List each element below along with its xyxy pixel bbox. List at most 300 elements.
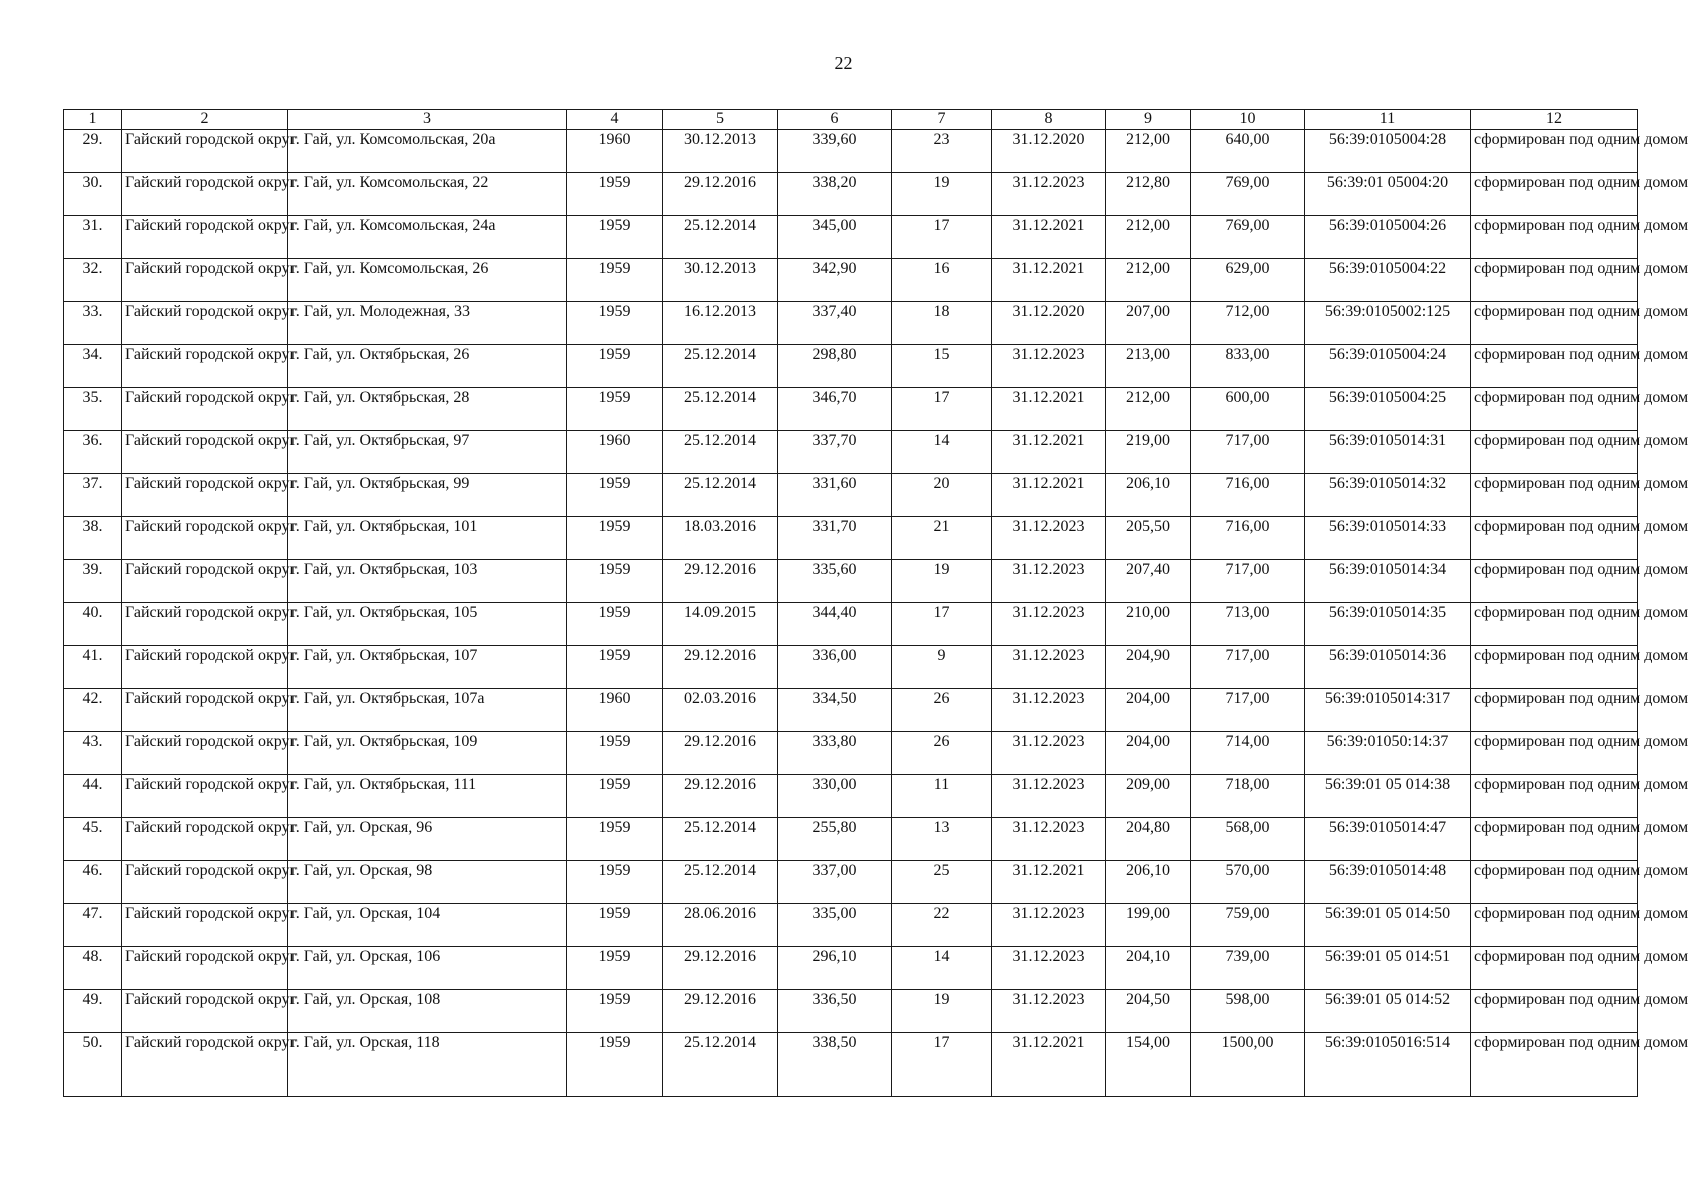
address-cell: г. Гай, ул. Октябрьская, 101 [288, 517, 567, 560]
land-status-cell: сформирован под одним домом [1471, 474, 1638, 517]
row-number: 38. [64, 517, 122, 560]
row-number: 31. [64, 216, 122, 259]
value-col9-cell: 207,00 [1106, 302, 1191, 345]
count-cell: 17 [892, 216, 992, 259]
count-cell: 25 [892, 861, 992, 904]
date-cell: 18.03.2016 [663, 517, 778, 560]
value-col10-cell: 769,00 [1191, 216, 1305, 259]
address-cell: г. Гай, ул. Октябрьская, 105 [288, 603, 567, 646]
build-year-cell: 1959 [567, 216, 663, 259]
value-col10-cell: 717,00 [1191, 431, 1305, 474]
date-cell: 29.12.2016 [663, 990, 778, 1033]
deadline-date-cell: 31.12.2023 [992, 818, 1106, 861]
value-col9-cell: 212,00 [1106, 130, 1191, 173]
cadastral-number-cell: 56:39:0105014:317 [1305, 689, 1471, 732]
value-col10-cell: 717,00 [1191, 689, 1305, 732]
count-cell: 17 [892, 388, 992, 431]
cadastral-number-cell: 56:39:01050:14:37 [1305, 732, 1471, 775]
build-year-cell: 1959 [567, 173, 663, 216]
value-col10-cell: 598,00 [1191, 990, 1305, 1033]
build-year-cell: 1959 [567, 603, 663, 646]
column-header-12: 12 [1471, 110, 1638, 130]
value-col9-cell: 212,00 [1106, 388, 1191, 431]
count-cell: 14 [892, 947, 992, 990]
table-row [64, 689, 1638, 732]
build-year-cell: 1959 [567, 560, 663, 603]
value-col10-cell: 712,00 [1191, 302, 1305, 345]
count-cell: 19 [892, 173, 992, 216]
table-header [64, 110, 1638, 130]
deadline-date-cell: 31.12.2023 [992, 603, 1106, 646]
row-number: 33. [64, 302, 122, 345]
cadastral-number-cell: 56:39:01 05 014:51 [1305, 947, 1471, 990]
build-year-cell: 1959 [567, 345, 663, 388]
header-row [64, 110, 1638, 130]
area-cell: 344,40 [778, 603, 892, 646]
address-cell: г. Гай, ул. Комсомольская, 20а [288, 130, 567, 173]
count-cell: 21 [892, 517, 992, 560]
count-cell: 19 [892, 990, 992, 1033]
municipality-cell: Гайский городской округ [122, 775, 288, 818]
cadastral-number-cell: 56:39:0105014:48 [1305, 861, 1471, 904]
deadline-date-cell: 31.12.2023 [992, 173, 1106, 216]
value-col9-cell: 204,00 [1106, 689, 1191, 732]
date-cell: 29.12.2016 [663, 646, 778, 689]
value-col9-cell: 207,40 [1106, 560, 1191, 603]
date-cell: 25.12.2014 [663, 474, 778, 517]
value-col10-cell: 717,00 [1191, 560, 1305, 603]
land-status-cell: сформирован под одним домом [1471, 259, 1638, 302]
table-row [64, 904, 1638, 947]
address-cell: г. Гай, ул. Октябрьская, 28 [288, 388, 567, 431]
value-col9-cell: 206,10 [1106, 474, 1191, 517]
cadastral-number-cell: 56:39:0105004:24 [1305, 345, 1471, 388]
row-number: 50. [64, 1033, 122, 1097]
municipality-cell: Гайский городской округ [122, 990, 288, 1033]
build-year-cell: 1959 [567, 388, 663, 431]
municipality-cell: Гайский городской округ [122, 345, 288, 388]
value-col10-cell: 640,00 [1191, 130, 1305, 173]
cadastral-number-cell: 56:39:0105004:26 [1305, 216, 1471, 259]
address-cell: г. Гай, ул. Октябрьская, 99 [288, 474, 567, 517]
date-cell: 25.12.2014 [663, 818, 778, 861]
address-cell: г. Гай, ул. Октябрьская, 97 [288, 431, 567, 474]
count-cell: 26 [892, 732, 992, 775]
build-year-cell: 1959 [567, 990, 663, 1033]
date-cell: 25.12.2014 [663, 388, 778, 431]
land-status-cell: сформирован под одним домом [1471, 388, 1638, 431]
count-cell: 23 [892, 130, 992, 173]
date-cell: 25.12.2014 [663, 216, 778, 259]
table-row [64, 388, 1638, 431]
land-status-cell: сформирован под одним домом [1471, 431, 1638, 474]
table-row [64, 517, 1638, 560]
municipality-cell: Гайский городской округ [122, 603, 288, 646]
value-col9-cell: 212,00 [1106, 259, 1191, 302]
deadline-date-cell: 31.12.2023 [992, 775, 1106, 818]
municipality-cell: Гайский городской округ [122, 861, 288, 904]
municipality-cell: Гайский городской округ [122, 947, 288, 990]
deadline-date-cell: 31.12.2021 [992, 431, 1106, 474]
row-number: 39. [64, 560, 122, 603]
municipality-cell: Гайский городской округ [122, 474, 288, 517]
address-cell: г. Гай, ул. Молодежная, 33 [288, 302, 567, 345]
land-status-cell: сформирован под одним домом [1471, 130, 1638, 173]
table-row [64, 990, 1638, 1033]
deadline-date-cell: 31.12.2021 [992, 388, 1106, 431]
value-col10-cell: 570,00 [1191, 861, 1305, 904]
column-header-1: 1 [64, 110, 122, 130]
value-col9-cell: 206,10 [1106, 861, 1191, 904]
cadastral-number-cell: 56:39:0105004:28 [1305, 130, 1471, 173]
cadastral-number-cell: 56:39:0105014:31 [1305, 431, 1471, 474]
value-col10-cell: 629,00 [1191, 259, 1305, 302]
municipality-cell: Гайский городской округ [122, 388, 288, 431]
deadline-date-cell: 31.12.2023 [992, 732, 1106, 775]
value-col9-cell: 212,80 [1106, 173, 1191, 216]
build-year-cell: 1959 [567, 1033, 663, 1097]
address-cell: г. Гай, ул. Октябрьская, 103 [288, 560, 567, 603]
value-col10-cell: 718,00 [1191, 775, 1305, 818]
land-status-cell: сформирован под одним домом [1471, 775, 1638, 818]
deadline-date-cell: 31.12.2023 [992, 947, 1106, 990]
land-status-cell: сформирован под одним домом [1471, 1033, 1638, 1097]
page-number: 22 [834, 53, 853, 73]
cadastral-number-cell: 56:39:0105014:33 [1305, 517, 1471, 560]
municipality-cell: Гайский городской округ [122, 431, 288, 474]
address-cell: г. Гай, ул. Орская, 98 [288, 861, 567, 904]
deadline-date-cell: 31.12.2021 [992, 1033, 1106, 1097]
area-cell: 338,50 [778, 1033, 892, 1097]
date-cell: 14.09.2015 [663, 603, 778, 646]
column-header-3: 3 [288, 110, 567, 130]
cadastral-number-cell: 56:39:01 05 014:50 [1305, 904, 1471, 947]
table-row [64, 130, 1638, 173]
municipality-cell: Гайский городской округ [122, 646, 288, 689]
build-year-cell: 1959 [567, 904, 663, 947]
row-number: 41. [64, 646, 122, 689]
value-col10-cell: 600,00 [1191, 388, 1305, 431]
address-cell: г. Гай, ул. Октябрьская, 107а [288, 689, 567, 732]
count-cell: 20 [892, 474, 992, 517]
table-row [64, 560, 1638, 603]
cadastral-number-cell: 56:39:01 05 014:38 [1305, 775, 1471, 818]
area-cell: 339,60 [778, 130, 892, 173]
build-year-cell: 1959 [567, 474, 663, 517]
row-number: 42. [64, 689, 122, 732]
area-cell: 336,00 [778, 646, 892, 689]
area-cell: 331,60 [778, 474, 892, 517]
cadastral-number-cell: 56:39:01 05 014:52 [1305, 990, 1471, 1033]
row-number: 36. [64, 431, 122, 474]
address-cell: г. Гай, ул. Комсомольская, 26 [288, 259, 567, 302]
land-status-cell: сформирован под одним домом [1471, 646, 1638, 689]
value-col9-cell: 204,90 [1106, 646, 1191, 689]
count-cell: 26 [892, 689, 992, 732]
value-col10-cell: 716,00 [1191, 474, 1305, 517]
value-col10-cell: 716,00 [1191, 517, 1305, 560]
table-row [64, 431, 1638, 474]
municipality-cell: Гайский городской округ [122, 173, 288, 216]
date-cell: 29.12.2016 [663, 775, 778, 818]
address-cell: г. Гай, ул. Орская, 108 [288, 990, 567, 1033]
address-cell: г. Гай, ул. Орская, 104 [288, 904, 567, 947]
row-number: 30. [64, 173, 122, 216]
cadastral-number-cell: 56:39:0105004:22 [1305, 259, 1471, 302]
value-col9-cell: 210,00 [1106, 603, 1191, 646]
deadline-date-cell: 31.12.2023 [992, 560, 1106, 603]
value-col10-cell: 1500,00 [1191, 1033, 1305, 1097]
area-cell: 255,80 [778, 818, 892, 861]
row-number: 46. [64, 861, 122, 904]
area-cell: 337,40 [778, 302, 892, 345]
date-cell: 25.12.2014 [663, 1033, 778, 1097]
table-row [64, 775, 1638, 818]
table-row [64, 732, 1638, 775]
municipality-cell: Гайский городской округ [122, 732, 288, 775]
count-cell: 17 [892, 1033, 992, 1097]
land-status-cell: сформирован под одним домом [1471, 861, 1638, 904]
cadastral-number-cell: 56:39:0105014:47 [1305, 818, 1471, 861]
value-col9-cell: 199,00 [1106, 904, 1191, 947]
land-status-cell: сформирован под одним домом [1471, 689, 1638, 732]
column-header-7: 7 [892, 110, 992, 130]
area-cell: 338,20 [778, 173, 892, 216]
deadline-date-cell: 31.12.2023 [992, 517, 1106, 560]
row-number: 37. [64, 474, 122, 517]
count-cell: 15 [892, 345, 992, 388]
value-col9-cell: 213,00 [1106, 345, 1191, 388]
cadastral-number-cell: 56:39:0105002:125 [1305, 302, 1471, 345]
value-col10-cell: 833,00 [1191, 345, 1305, 388]
area-cell: 335,00 [778, 904, 892, 947]
municipality-cell: Гайский городской округ [122, 517, 288, 560]
date-cell: 29.12.2016 [663, 173, 778, 216]
municipality-cell: Гайский городской округ [122, 259, 288, 302]
value-col10-cell: 759,00 [1191, 904, 1305, 947]
deadline-date-cell: 31.12.2023 [992, 646, 1106, 689]
column-header-4: 4 [567, 110, 663, 130]
municipality-cell: Гайский городской округ [122, 689, 288, 732]
build-year-cell: 1959 [567, 818, 663, 861]
count-cell: 11 [892, 775, 992, 818]
table-row [64, 818, 1638, 861]
count-cell: 17 [892, 603, 992, 646]
area-cell: 333,80 [778, 732, 892, 775]
table-row [64, 345, 1638, 388]
date-cell: 30.12.2013 [663, 259, 778, 302]
land-status-cell: сформирован под одним домом [1471, 947, 1638, 990]
value-col9-cell: 204,00 [1106, 732, 1191, 775]
cadastral-number-cell: 56:39:01 05004:20 [1305, 173, 1471, 216]
area-cell: 330,00 [778, 775, 892, 818]
value-col10-cell: 713,00 [1191, 603, 1305, 646]
land-status-cell: сформирован под одним домом [1471, 216, 1638, 259]
municipality-cell: Гайский городской округ [122, 818, 288, 861]
column-header-5: 5 [663, 110, 778, 130]
date-cell: 25.12.2014 [663, 861, 778, 904]
count-cell: 16 [892, 259, 992, 302]
build-year-cell: 1960 [567, 689, 663, 732]
deadline-date-cell: 31.12.2020 [992, 130, 1106, 173]
area-cell: 296,10 [778, 947, 892, 990]
land-status-cell: сформирован под одним домом [1471, 603, 1638, 646]
address-cell: г. Гай, ул. Октябрьская, 111 [288, 775, 567, 818]
row-number: 34. [64, 345, 122, 388]
value-col9-cell: 204,80 [1106, 818, 1191, 861]
land-status-cell: сформирован под одним домом [1471, 517, 1638, 560]
value-col9-cell: 209,00 [1106, 775, 1191, 818]
count-cell: 9 [892, 646, 992, 689]
value-col9-cell: 212,00 [1106, 216, 1191, 259]
cadastral-number-cell: 56:39:0105014:36 [1305, 646, 1471, 689]
row-number: 43. [64, 732, 122, 775]
count-cell: 22 [892, 904, 992, 947]
column-header-10: 10 [1191, 110, 1305, 130]
column-header-11: 11 [1305, 110, 1471, 130]
build-year-cell: 1959 [567, 259, 663, 302]
build-year-cell: 1959 [567, 732, 663, 775]
cadastral-number-cell: 56:39:0105014:35 [1305, 603, 1471, 646]
address-cell: г. Гай, ул. Октябрьская, 107 [288, 646, 567, 689]
municipality-cell: Гайский городской округ [122, 904, 288, 947]
land-status-cell: сформирован под одним домом [1471, 302, 1638, 345]
area-cell: 337,70 [778, 431, 892, 474]
area-cell: 345,00 [778, 216, 892, 259]
count-cell: 14 [892, 431, 992, 474]
table-row [64, 646, 1638, 689]
table-row [64, 216, 1638, 259]
table-row [64, 173, 1638, 216]
area-cell: 331,70 [778, 517, 892, 560]
address-cell: г. Гай, ул. Октябрьская, 109 [288, 732, 567, 775]
address-cell: г. Гай, ул. Комсомольская, 22 [288, 173, 567, 216]
housing-registry-table [63, 109, 1688, 1097]
value-col10-cell: 714,00 [1191, 732, 1305, 775]
table-row [64, 259, 1638, 302]
cadastral-number-cell: 56:39:0105014:32 [1305, 474, 1471, 517]
deadline-date-cell: 31.12.2021 [992, 259, 1106, 302]
table-row [64, 603, 1638, 646]
date-cell: 29.12.2016 [663, 732, 778, 775]
value-col9-cell: 219,00 [1106, 431, 1191, 474]
deadline-date-cell: 31.12.2020 [992, 302, 1106, 345]
deadline-date-cell: 31.12.2023 [992, 689, 1106, 732]
row-number: 47. [64, 904, 122, 947]
value-col10-cell: 739,00 [1191, 947, 1305, 990]
cadastral-number-cell: 56:39:0105014:34 [1305, 560, 1471, 603]
area-cell: 346,70 [778, 388, 892, 431]
land-status-cell: сформирован под одним домом [1471, 818, 1638, 861]
row-number: 29. [64, 130, 122, 173]
row-number: 44. [64, 775, 122, 818]
date-cell: 29.12.2016 [663, 560, 778, 603]
row-number: 45. [64, 818, 122, 861]
column-header-2: 2 [122, 110, 288, 130]
build-year-cell: 1959 [567, 947, 663, 990]
address-cell: г. Гай, ул. Орская, 106 [288, 947, 567, 990]
area-cell: 334,50 [778, 689, 892, 732]
area-cell: 342,90 [778, 259, 892, 302]
build-year-cell: 1959 [567, 646, 663, 689]
build-year-cell: 1959 [567, 302, 663, 345]
area-cell: 335,60 [778, 560, 892, 603]
date-cell: 30.12.2013 [663, 130, 778, 173]
date-cell: 02.03.2016 [663, 689, 778, 732]
count-cell: 19 [892, 560, 992, 603]
land-status-cell: сформирован под одним домом [1471, 904, 1638, 947]
municipality-cell: Гайский городской округ [122, 1033, 288, 1097]
column-header-9: 9 [1106, 110, 1191, 130]
date-cell: 25.12.2014 [663, 345, 778, 388]
value-col10-cell: 568,00 [1191, 818, 1305, 861]
count-cell: 13 [892, 818, 992, 861]
deadline-date-cell: 31.12.2023 [992, 345, 1106, 388]
deadline-date-cell: 31.12.2021 [992, 216, 1106, 259]
build-year-cell: 1959 [567, 775, 663, 818]
table-row [64, 302, 1638, 345]
land-status-cell: сформирован под одним домом [1471, 173, 1638, 216]
row-number: 32. [64, 259, 122, 302]
date-cell: 29.12.2016 [663, 947, 778, 990]
cadastral-number-cell: 56:39:0105004:25 [1305, 388, 1471, 431]
land-status-cell: сформирован под одним домом [1471, 990, 1638, 1033]
deadline-date-cell: 31.12.2021 [992, 474, 1106, 517]
build-year-cell: 1960 [567, 431, 663, 474]
address-cell: г. Гай, ул. Орская, 96 [288, 818, 567, 861]
date-cell: 25.12.2014 [663, 431, 778, 474]
row-number: 35. [64, 388, 122, 431]
table-row [64, 474, 1638, 517]
address-cell: г. Гай, ул. Орская, 118 [288, 1033, 567, 1097]
land-status-cell: сформирован под одним домом [1471, 732, 1638, 775]
date-cell: 16.12.2013 [663, 302, 778, 345]
municipality-cell: Гайский городской округ [122, 302, 288, 345]
row-number: 40. [64, 603, 122, 646]
build-year-cell: 1959 [567, 861, 663, 904]
land-status-cell: сформирован под одним домом [1471, 560, 1638, 603]
municipality-cell: Гайский городской округ [122, 560, 288, 603]
table-body [64, 130, 1688, 1097]
area-cell: 336,50 [778, 990, 892, 1033]
build-year-cell: 1959 [567, 517, 663, 560]
row-number: 48. [64, 947, 122, 990]
date-cell: 28.06.2016 [663, 904, 778, 947]
build-year-cell: 1960 [567, 130, 663, 173]
value-col9-cell: 204,50 [1106, 990, 1191, 1033]
area-cell: 298,80 [778, 345, 892, 388]
cadastral-number-cell: 56:39:0105016:514 [1305, 1033, 1471, 1097]
column-header-8: 8 [992, 110, 1106, 130]
value-col10-cell: 769,00 [1191, 173, 1305, 216]
table-row [64, 1033, 1638, 1097]
value-col9-cell: 205,50 [1106, 517, 1191, 560]
table-row [64, 947, 1638, 990]
address-cell: г. Гай, ул. Октябрьская, 26 [288, 345, 567, 388]
area-cell: 337,00 [778, 861, 892, 904]
deadline-date-cell: 31.12.2023 [992, 990, 1106, 1033]
municipality-cell: Гайский городской округ [122, 216, 288, 259]
value-col9-cell: 154,00 [1106, 1033, 1191, 1097]
count-cell: 18 [892, 302, 992, 345]
deadline-date-cell: 31.12.2021 [992, 861, 1106, 904]
municipality-cell: Гайский городской округ [122, 130, 288, 173]
column-header-6: 6 [778, 110, 892, 130]
row-number: 49. [64, 990, 122, 1033]
address-cell: г. Гай, ул. Комсомольская, 24а [288, 216, 567, 259]
land-status-cell: сформирован под одним домом [1471, 345, 1638, 388]
value-col9-cell: 204,10 [1106, 947, 1191, 990]
